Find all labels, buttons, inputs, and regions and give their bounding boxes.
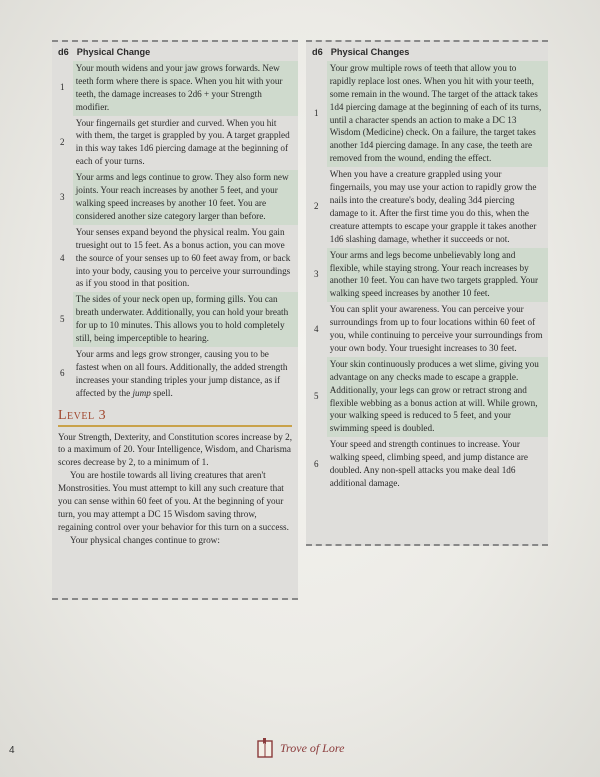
table-row: [52, 116, 298, 171]
section-title-level-3: Level 3: [58, 408, 292, 427]
table-row: [306, 248, 548, 303]
left-column: [52, 40, 298, 600]
page-number: 4: [9, 745, 15, 756]
row-die: 4: [60, 252, 65, 263]
row-text: Your skin continuously produces a wet slime, giving you advantage on any checks made to escape a grapple. Additionally, your legs can grow or retract strong and flexible webbing as a bonus action at will. While grown, your walking speed is reduced to 5 feet, and your swimming speed is doubled.: [327, 357, 548, 437]
row-die: 3: [60, 191, 65, 202]
spell-name: jump: [132, 387, 151, 398]
paragraph: Your physical changes continue to grow:: [70, 534, 220, 545]
table-row: [306, 61, 548, 167]
row-die: 3: [314, 268, 319, 279]
row-text: Your speed and strength continues to increase. Your walking speed, climbing speed, and jump distance are doubled. Any non-spell attacks you make deal 1d6 additional damage.: [329, 439, 528, 488]
row-text: You can split your awareness. You can perceive your surroundings from up to four locations within 60 feet of you, while continuing to perceive your surroundings from your own body. Your truesight increases to 30 feet.: [329, 304, 543, 353]
col-header-die: d6: [312, 47, 323, 57]
brand-name: Trove of Lore: [280, 741, 345, 755]
row-text-after: spell.: [150, 387, 173, 398]
table-row: [306, 437, 548, 492]
row-die: 1: [314, 108, 319, 119]
row-text: When you have a creature grappled using your fingernails, you may use your action to rapidly grow the nails into the creature's body, dealing 3d4 piercing damage to it. After the first time you do this, when the creature attempts to escape your grapple it takes another 1d6 slashing damage, whether it succeeds or not.: [329, 169, 537, 244]
row-die: 5: [60, 313, 65, 324]
row-die: 2: [314, 201, 319, 212]
table-row: [306, 167, 548, 247]
row-text: [73, 347, 298, 402]
row-die: 6: [60, 368, 65, 379]
row-text: Your fingernails get sturdier and curved. When you hit with them, the target is grappled by you. A target grappled in this way takes 1d6 piercing damage at the beginning of each of your turns.: [75, 117, 290, 167]
row-die: 1: [60, 82, 65, 93]
level-3-body: [52, 427, 298, 547]
row-text: Your arms and legs become unbelievably long and flexible, while staying strong. Your reach increases by another 10 feet. You can have two targets grappled. Your walking speed increases by another 10 feet.: [327, 248, 548, 303]
table-row: [52, 170, 298, 225]
table-row: [52, 347, 298, 402]
row-die: 2: [60, 136, 65, 147]
table-row: [52, 61, 298, 116]
table-row: [52, 292, 298, 347]
table-row: [306, 302, 548, 357]
row-die: 6: [314, 458, 319, 469]
row-die: 5: [314, 391, 319, 402]
table-row: [52, 225, 298, 293]
row-text-before: Your arms and legs grow stronger, causing you to be fastest when on all fours. Additionally, the added strength increases your standing triples your jump distance, as if affected by the: [75, 348, 288, 398]
row-text: Your senses expand beyond the physical realm. You gain truesight out to 15 feet. As a bonus action, you can move the source of your senses up to 60 feet away from, or back into your body, causing you to perceive your surroundings as if you stood in that position.: [75, 226, 291, 289]
paragraph: You are hostile towards all living creatures that aren't Monstrosities. You must attempt to kill any such creature that you can sense within 60 feet of you. At the beginning of your turn, you may attempt a DC 15 Wisdom saving throw, regaining control over your behavior for this turn on a success.: [58, 470, 289, 532]
row-text: The sides of your neck open up, forming gills. You can breath underwater. Additionally, you can hold your breath for up to 10 minutes. This allows you to hold completely still, being imperceptible to hearing.: [73, 292, 298, 347]
row-text: Your grow multiple rows of teeth that allow you to rapidly replace lost ones. When you hit with your teeth, some remain in the wound. The target of the attack takes 1d4 piercing damage at the beginning of each of its turns, until a character spends an action to make a DC 13 Wisdom (Medicine) check. On a failure, the target takes another 1d4 piercing damage. In any case, the teeth are removed from the wound, ending the effect.: [327, 61, 548, 167]
col-header-die: d6: [58, 47, 69, 57]
physical-changes-table: [306, 42, 548, 492]
book-icon: [256, 737, 274, 759]
table-row: [306, 357, 548, 437]
physical-change-table: [52, 42, 298, 402]
row-die: 4: [314, 323, 319, 334]
paragraph: Your Strength, Dexterity, and Constitution scores increase by 2, to a maximum of 20. Your Intelligence, Wisdom, and Charisma scores decrease by 2, to a minimum of 1.: [58, 431, 292, 468]
right-column: [306, 40, 548, 546]
row-text: Your mouth widens and your jaw grows forwards. New teeth form where there is space. When you hit with your teeth, the damage increases to 2d6 + your Strength modifier.: [73, 61, 298, 116]
row-text: Your arms and legs continue to grow. They also form new joints. Your reach increases by another 5 feet, and your walking speed increases by another 10 feet. You are considered another size category larger than before.: [73, 170, 298, 225]
col-header-change: Physical Changes: [330, 47, 410, 57]
col-header-change: Physical Change: [76, 47, 151, 57]
